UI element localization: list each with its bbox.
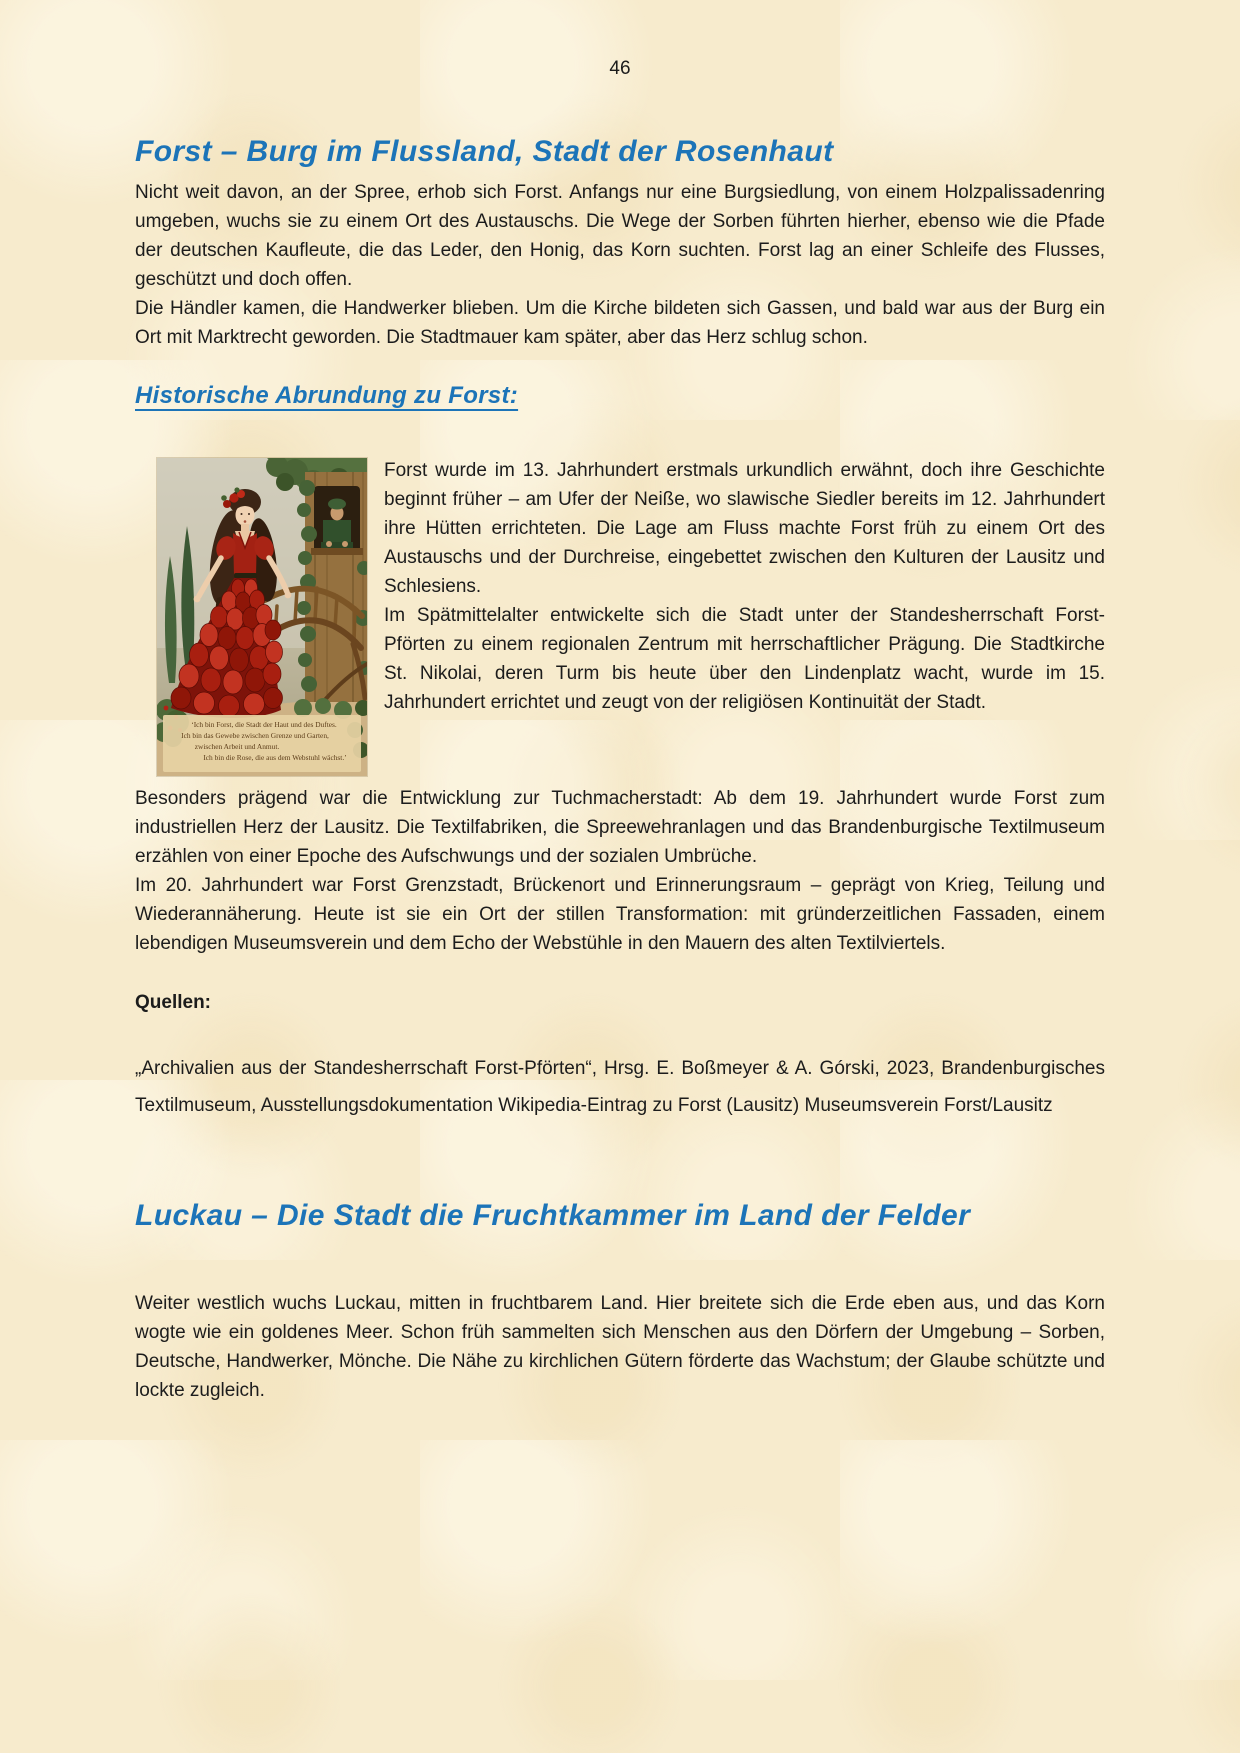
page-number: 46	[609, 58, 631, 79]
body-paragraph: Weiter westlich wuchs Luckau, mitten in fruchtbarem Land. Hier breitete sich die Erde eben aus, und das Korn wogte wie ein goldenes Meer. Schon früh sammelten sich Menschen aus den Dörfern der Umgebung – Sorben, Deutsche, Handwerker, Mönche. Die Nähe zu kirchlichen Gütern förderte das Wachstum; der Glaube schützte und lockte zugleich.	[135, 1293, 1105, 1401]
body-paragraph: Die Händler kamen, die Handwerker blieben. Um die Kirche bildeten sich Gassen, und bald war aus der Burg ein Ort mit Marktrecht geworden. Die Stadtmauer kam später, aber das Herz schlug schon.	[135, 298, 1105, 348]
subsection-title-historic: Historische Abrundung zu Forst:	[135, 382, 519, 409]
section-title-luckau: Luckau – Die Stadt die Fruchtkammer im Land der Felder	[135, 1199, 971, 1232]
sources-label: Quellen:	[135, 992, 212, 1013]
caption-line: zwischen Arbeit und Anmut.	[194, 742, 280, 751]
painting-caption	[163, 715, 361, 772]
body-paragraph: Im 20. Jahrhundert war Forst Grenzstadt, Brückenort und Erinnerungsraum – geprägt von Krieg, Teilung und Wiederannäherung. Heute ist sie ein Ort der stillen Transformation: mit gründerzeitlichen Fassaden, einem lebendigen Museumsverein und dem Echo der Webstühle in den Mauern des alten Textilviertels.	[135, 875, 1105, 954]
forst-rose-painting	[157, 458, 367, 776]
wrapped-paragraph: Im Spätmittelalter entwickelte sich die Stadt unter der Standesherrschaft Forst-Pförten zu einem regionalen Zentrum mit herrschaftlicher Prägung. Die Stadtkirche St. Nikolai, deren Turm bis heute über den Lindenplatz wacht, wurde im 15. Jahrhundert errichtet und zeugt von der religiösen Kontinuität der Stadt.	[384, 605, 1105, 713]
sources-paragraph: „Archivalien aus der Standesherrschaft Forst-Pförten“, Hrsg. E. Boßmeyer & A. Górski, 2023, Brandenburgisches Textilmuseum, Ausstellungsdokumentation Wikipedia-Eintrag zu Forst (Lausitz) Museumsverein Forst/Lausitz	[135, 1058, 1105, 1116]
caption-line: Ich bin das Gewebe zwischen Grenze und Garten,	[181, 731, 329, 740]
caption-line: Ich bin die Rose, die aus dem Webstuhl wächst.’	[203, 753, 347, 762]
painting-canvas	[157, 458, 367, 776]
section-title-forst: Forst – Burg im Flussland, Stadt der Rosenhaut	[135, 135, 834, 168]
body-paragraph: Nicht weit davon, an der Spree, erhob sich Forst. Anfangs nur eine Burgsiedlung, von einem Holzpalissadenring umgeben, wuchs sie zu einem Ort des Austauschs. Die Wege der Sorben führten hierher, ebenso wie die Pfade der deutschen Kaufleute, die das Leder, den Honig, das Korn suchten. Forst lag an einer Schleife des Flusses, geschützt und doch offen.	[135, 182, 1105, 290]
body-paragraph: Besonders prägend war die Entwicklung zur Tuchmacherstadt: Ab dem 19. Jahrhundert wurde Forst zum industriellen Herz der Lausitz. Die Textilfabriken, die Spreewehranlagen und das Brandenburgische Textilmuseum erzählen von einer Epoche des Aufschwungs und der sozialen Umbrüche.	[135, 788, 1105, 867]
illustrated-text-block	[135, 456, 1105, 784]
wrapped-paragraph: Forst wurde im 13. Jahrhundert erstmals urkundlich erwähnt, doch ihre Geschichte beginnt früher – am Ufer der Neiße, wo slawische Siedler bereits im 12. Jahrhundert ihre Hütten errichteten. Die Lage am Fluss machte Forst früh zu einem Ort des Austauschs und der Durchreise, eingebettet zwischen den Kulturen der Lausitz und Schlesiens.	[384, 460, 1105, 597]
caption-line: ‘Ich bin Forst, die Stadt der Haut und des Duftes.	[191, 720, 337, 729]
